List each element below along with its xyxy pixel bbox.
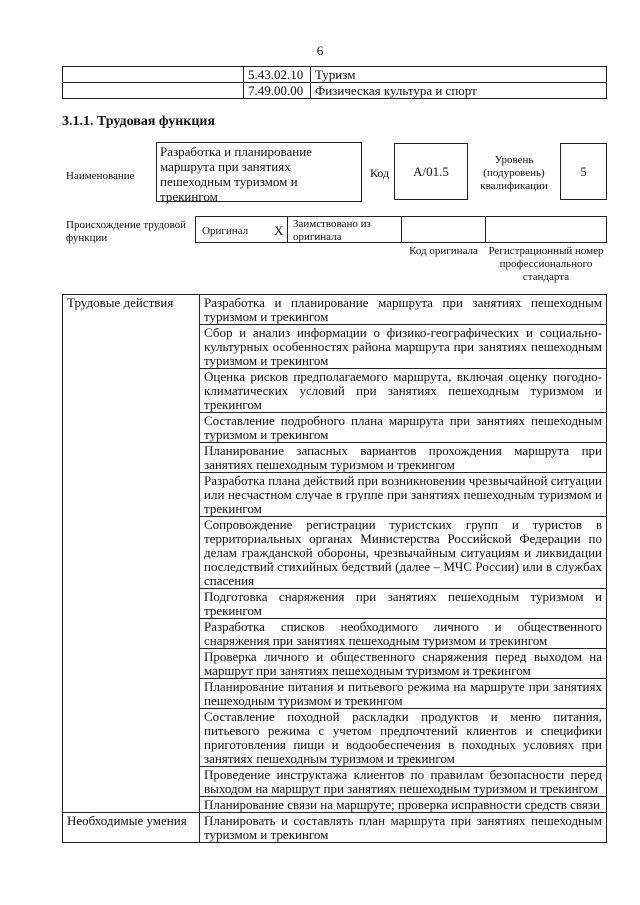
okved-code: 5.43.02.10 xyxy=(244,67,311,83)
name-label: Наименование xyxy=(66,170,135,182)
okved-table xyxy=(62,66,607,99)
labor-action-item: Сбор и анализ информации о физико-географических и социально-культурных особенностях района маршрута при занятиях пешеходным туризмом и трекингом xyxy=(200,325,607,369)
okved-name: Туризм xyxy=(311,67,607,83)
reg-number-caption: Регистрационный номер профессионального стандарта xyxy=(488,245,604,283)
original-label: Оригинал xyxy=(202,225,249,237)
labor-function-table xyxy=(62,294,607,843)
labor-action-row xyxy=(63,295,607,325)
code-label: Код xyxy=(370,166,390,180)
labor-action-item: Проведение инструктажа клиентов по правилам безопасности перед выходом на маршрут при занятиях пешеходным туризмом и трекингом xyxy=(200,767,607,797)
labor-action-item: Составление подробного плана маршрута при занятиях пешеходным туризмом и трекингом xyxy=(200,413,607,443)
borrowed-cell xyxy=(287,216,402,243)
origin-code-cell xyxy=(401,216,486,243)
okved-row xyxy=(63,83,607,99)
borrowed-label: Заимствовано из оригинала xyxy=(293,218,371,243)
function-name-box xyxy=(156,142,362,202)
okved-row xyxy=(63,67,607,83)
level-value: 5 xyxy=(580,164,587,179)
origin-code-caption: Код оригинала xyxy=(409,245,478,257)
skill-item: Планировать и составлять план маршрута при занятиях пешеходным туризмом и трекингом xyxy=(200,813,607,843)
section-heading: 3.1.1. Трудовая функция xyxy=(62,114,216,129)
labor-action-item: Проверка личного и общественного снаряжения перед выходом на маршрут при занятиях пешеходным туризмом и трекингом xyxy=(200,649,607,679)
labor-action-label: Трудовые действия xyxy=(63,295,200,813)
okved-code: 7.49.00.00 xyxy=(244,83,311,99)
skill-label: Необходимые умения xyxy=(63,813,200,843)
labor-action-item: Сопровождение регистрации туристских групп и туристов в территориальных органах Министерства Российской Федерации по делам гражданской обороны, чрезвычайным ситуациям и ликвидации последствий стихийных бедствий (далее – МЧС России) или в службах спасения xyxy=(200,517,607,589)
original-cell xyxy=(195,216,288,243)
labor-action-item: Оценка рисков предполагаемого маршрута, включая оценку погодно-климатических условий при занятиях пешеходным туризмом и трекингом xyxy=(200,369,607,413)
code-box xyxy=(394,143,468,200)
level-label: Уровень (подуровень) квалификации xyxy=(480,154,548,192)
function-name-value: Разработка и планирование маршрута при занятиях пешеходным туризмом и трекингом xyxy=(160,144,312,204)
reg-number-cell xyxy=(485,216,607,243)
labor-action-item: Планирование запасных вариантов прохождения маршрута при занятиях пешеходным туризмом и трекингом xyxy=(200,443,607,473)
labor-action-item: Разработка списков необходимого личного и общественного снаряжения при занятиях пешеходным туризмом и трекингом xyxy=(200,619,607,649)
labor-action-item: Планирование питания и питьевого режима на маршруте при занятиях пешеходным туризмом и трекингом xyxy=(200,679,607,709)
page-number: 6 xyxy=(316,43,324,58)
skill-row xyxy=(63,813,607,843)
code-value: A/01.5 xyxy=(413,164,449,179)
labor-action-item: Планирование связи на маршруте; проверка исправности средств связи xyxy=(200,797,607,813)
okved-name: Физическая культура и спорт xyxy=(311,83,607,99)
okved-empty-cell xyxy=(63,83,244,99)
labor-action-item: Составление походной раскладки продуктов и меню питания, питьевого режима с учетом предпочтений клиентов и специфики приготовления пищи и водообеспечения в походных условиях при занятиях пешеходным туризмом и трекингом xyxy=(200,709,607,767)
labor-action-item: Разработка и планирование маршрута при занятиях пешеходным туризмом и трекингом xyxy=(200,295,607,325)
original-mark: X xyxy=(274,223,284,238)
labor-action-item: Разработка плана действий при возникновении чрезвычайной ситуации или несчастном случае в группе при занятиях пешеходным туризмом и трекингом xyxy=(200,473,607,517)
labor-action-item: Подготовка снаряжения при занятиях пешеходным туризмом и трекингом xyxy=(200,589,607,619)
okved-empty-cell xyxy=(63,67,244,83)
level-box xyxy=(560,143,607,200)
origin-label: Происхождение трудовой функции xyxy=(66,219,187,244)
